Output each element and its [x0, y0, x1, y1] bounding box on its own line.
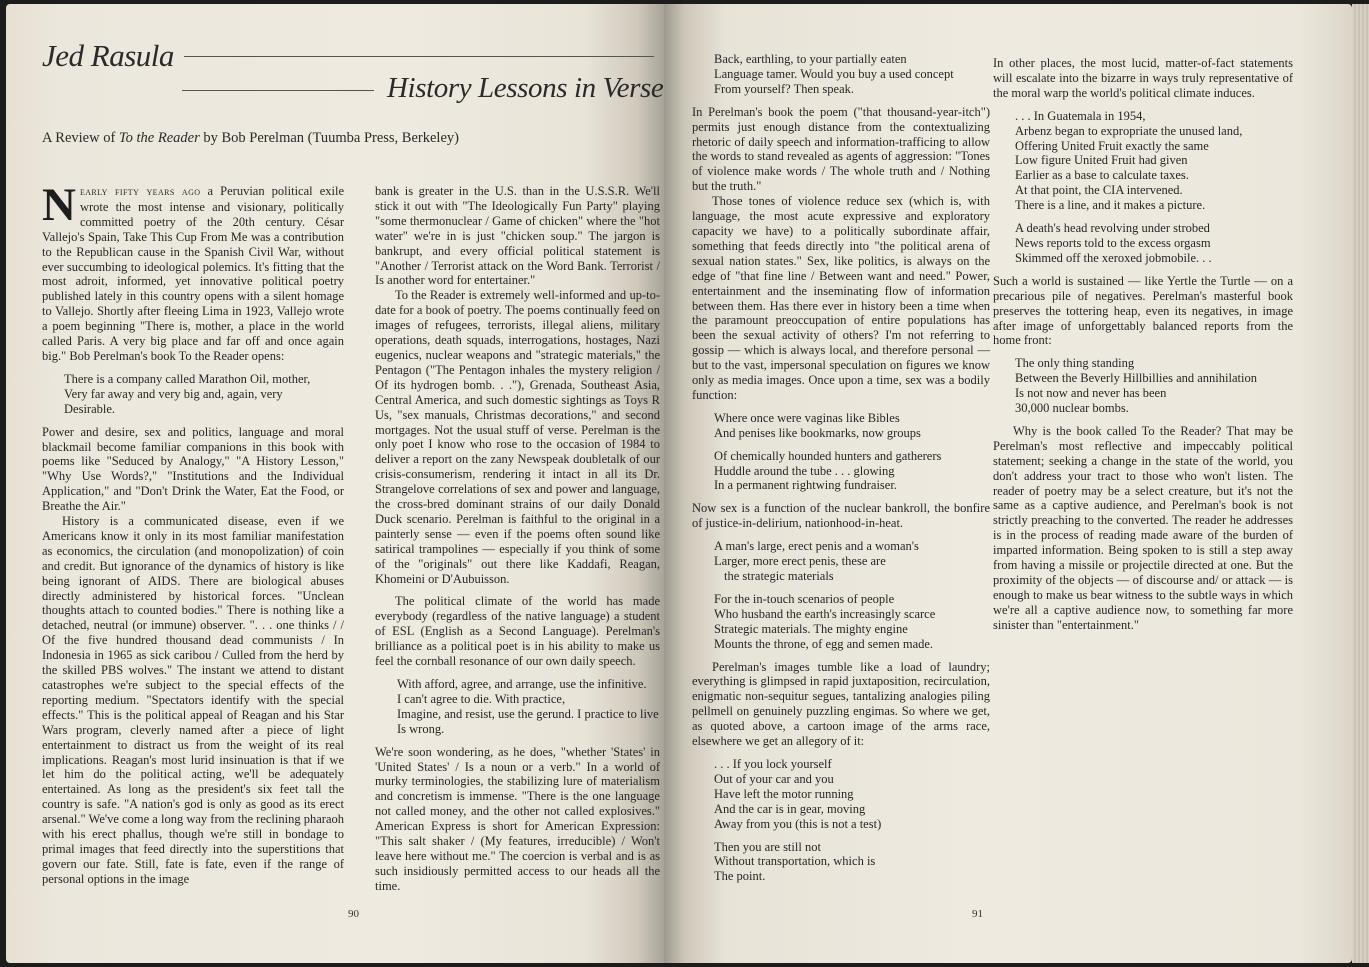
paragraph: Such a world is sustained — like Yertle the Turtle — on a precarious pile of negatives. Perelman's masterful book preserves the tottering heap, even its negatives, in image after image of unforgettably balanced reports from the home front: [993, 273, 1293, 348]
poem-line: Strategic materials. The mighty engine [714, 621, 908, 636]
article-subtitle [42, 130, 642, 147]
poem-line: Is not now and never has been [1015, 386, 1167, 401]
poem-quote [714, 592, 990, 652]
poem-line: Is wrong. [397, 721, 445, 736]
poem-line: The only thing standing [1015, 356, 1135, 371]
poem-line: Then you are still not [714, 839, 821, 854]
poem-quote [714, 52, 990, 97]
poem-line: For the in-touch scenarios of people [714, 591, 895, 606]
poem-quote [1015, 109, 1293, 213]
right-page [664, 4, 1352, 963]
poem-line: The point. [714, 869, 766, 884]
poem-line: Out of your car and you [714, 771, 834, 786]
poem-line: From yourself? Then speak. [714, 81, 855, 96]
poem-quote [64, 372, 344, 417]
poem-line: Skimmed off the xeroxed jobmobile. . . [1015, 250, 1212, 265]
drop-cap: N [42, 179, 76, 231]
paragraph: In Perelman's book the poem ("that thousand-year-itch") permits just enough distance from the contextualizing rhetoric of daily speech and information-trafficing to allow the words to stand revealed as agents of aggression: "Tones of violence make words / The whole truth and / Nothing but the truth." [692, 104, 990, 194]
paragraph-text: a Peruvian political exile wrote the most intense and visionary, politically committed poetry of the 20th century. César Vallejo's Spain, Take This Cup From Me was a contribution to the Republican cause in the Spanish Civil War, without ever succumbing to ideological polemics. It's fitting that the most adroit, informed, yet innovative political poetry published lately in this country opens with a silent homage to Vallejo. Shortly after fleeing Lima in 1923, Vallejo wrote a poem beginning "There is, mother, a place in the world called Paris. A very big place and far off and once again big." Bob Perelman's book To the Reader opens: [42, 184, 344, 363]
right-column-2 [993, 56, 1293, 633]
poem-quote [714, 539, 990, 584]
poem-line: Have left the motor running [714, 786, 854, 801]
paragraph: History is a communicated disease, even if we Americans know it only in its most familiar manifestation as economics, the circulation (and monopolization) of coin and credit. But ignorance of the dynamics of history is like being ignorant of AIDS. There are biological abuses directly administered by historical forces. "Unclean thoughts attach to counted bodies." There is nothing like a detached, neutral (or immune) observer. ". . . one thinks / / Of the five hundred thousand dead communists / In Indonesia in 1965 as sick caribou / Culled from the herd by the skilled PBS wolves." The instant we attend to distant catastrophes we're subject to the special effects of the reporting medium. "Spectators identify with the special effects." This is the political appeal of Reagan and his Star Wars program, cleverly named after a piece of light entertainment to distract us from the weight of its real implications. Reagan's most lurid insinuation is that if we let him do the political acting, we'll be adequately entertained. As long as the president's six feet tall the country is safe. "A nation's god is only as good as its erect arsenal." We've come a long way from the reclining pharaoh with his erect phallus, though we're still in bondage to primal images that feed directly into the superstitions that govern our fate. Still, fate is fate, even if the range of personal options in the image [42, 514, 344, 886]
left-column-1 [42, 179, 344, 887]
poem-line: Arbenz began to expropriate the unused land, [1015, 123, 1243, 138]
left-column-2 [375, 184, 660, 894]
poem-quote [397, 677, 660, 737]
poem-line: And penises like bookmarks, now groups [714, 425, 921, 440]
poem-line: And the car is in gear, moving [714, 801, 866, 816]
paragraph: Power and desire, sex and politics, language and moral blackmail become familiar companions in this book with poems like "Seduced by Analogy," "A History Lesson," "Why Use Words?," "Institutions and the Individual Application," and "Don't Drink the Water, Eat the Food, or Breathe the Air." [42, 424, 344, 514]
paragraph: Now sex is a function of the nuclear bankroll, the bonfire of justice-in-delirium, nationhood-in-heat. [692, 501, 990, 531]
poem-line: A death's head revolving under strobed [1015, 221, 1210, 236]
poem-line: 30,000 nuclear bombs. [1015, 401, 1129, 416]
subtitle-suffix: by Bob Perelman (Tuumba Press, Berkeley) [199, 130, 459, 146]
poem-line: Away from you (this is not a test) [714, 816, 882, 831]
lead-in-smallcaps: early fifty years ago [79, 186, 201, 198]
subtitle-prefix: A Review of [42, 130, 119, 146]
poem-line: the strategic materials [724, 569, 834, 583]
page-number-right: 91 [972, 908, 983, 920]
poem-line: Without transportation, which is [714, 854, 876, 869]
left-page [6, 4, 664, 963]
poem-line: Larger, more erect penis, these are [714, 554, 886, 569]
poem-line: A man's large, erect penis and a woman's [714, 539, 919, 554]
poem-line: Mounts the throne, of egg and semen made. [714, 636, 934, 651]
poem-quote [1015, 356, 1293, 416]
page-stack-edge [1352, 4, 1369, 963]
author-name: Jed Rasula [42, 38, 174, 73]
poem-line: At that point, the CIA intervened. [1015, 183, 1183, 198]
header-rule-top [184, 56, 654, 57]
poem-quote [1015, 221, 1293, 266]
paragraph: Why is the book called To the Reader? That may be Perelman's most reflective and impeccably political statement; seeking a change in the state of the world, you don't address your tract to those who won't listen. The reader of poetry may be a select creature, but it's not the same as a captive audience, and Perelman's book is not strictly preaching to the converted. The reader he addresses is in the process of reading made aware of the burden of imparted information. Being spoken to is still a step away from having a missile or projectile directed at one. But the proximity of the objects — of discourse and/ or attack — is enough to make us bear witness to the subtle ways in which we're all a captive audience now, to something far more sinister than "entertainment." [993, 423, 1293, 632]
poem-line: Where once were vaginas like Bibles [714, 410, 900, 425]
paragraph: The political climate of the world has made everybody (regardless of the native language) a student of ESL (English as a Second Language). Perelman's brilliance as a political poet is in his ability to make us feel the cornball resonance of our own daily speech. [375, 594, 660, 669]
paragraph: Perelman's images tumble like a load of laundry; everything is glimpsed in rapid juxtaposition, recirculation, enigmatic non-sequitur segues, tantalizing analogies piling pellmell on genuinely puzzling engimas. So where we get, as quoted above, a cartoon image of the arms race, elsewhere we get an allegory of it: [692, 659, 990, 749]
poem-line: . . . If you lock yourself [714, 756, 832, 771]
poem-line: Of chemically hounded hunters and gatherers [714, 448, 942, 463]
header-rule-mid [182, 90, 374, 91]
poem-line: Desirable. [64, 401, 116, 416]
poem-line: Earlier as a base to calculate taxes. [1015, 168, 1189, 183]
poem-line: News reports told to the excess orgasm [1015, 235, 1211, 250]
article-title: History Lessons in Verse [387, 72, 664, 104]
poem-line: Offering United Fruit exactly the same [1015, 138, 1209, 153]
page-number-left: 90 [348, 908, 359, 920]
poem-line: . . . In Guatemala in 1954, [1015, 108, 1146, 123]
paragraph: In other places, the most lucid, matter-of-fact statements will escalate into the bizarre in ways truly representative of the moral warp the world's political climate induces. [993, 56, 1293, 100]
poem-line: I can't agree to die. With practice, [397, 691, 566, 706]
book-title: To the Reader [118, 130, 200, 146]
poem-line: Language tamer. Would you buy a used concept [714, 66, 954, 81]
poem-line: Imagine, and resist, use the gerund. I practice to live [397, 706, 659, 721]
poem-line: Back, earthling, to your partially eaten [714, 52, 907, 66]
poem-quote [714, 840, 990, 885]
poem-quote [714, 411, 990, 441]
poem-line: With afford, agree, and arrange, use the infinitive. [397, 677, 647, 691]
paragraph: Those tones of violence reduce sex (which is, with language, the most acute expressive and exploratory capacity we have) to a politically subordinate affair, something that feeds directly into "the political arena of sexual nation states." Sex, like politics, is always on the edge of "that fine line / Between want and need." Power, entertainment and the inseminating flow of information between them. Has there ever in history been a time when the paramount preoccupation of entire populations has been the sexual activity of others? I'm not referring to gossip — which is always local, and therefore personal — but to the vast, impersonal speculation on figures we know only as media images. Once upon a time, sex was a bodily function: [692, 194, 990, 402]
paragraph: To the Reader is extremely well-informed and up-to-date for a book of poetry. The poems continually feed on images of refugees, terrorists, illegal aliens, military operations, death squads, interrogations, hostages, Nazi eugenics, nuclear weapons and "strategic materials," the Pentagon ("The Pentagon inhales the mystery religion / Of its hydrogen bomb. . ."), Grenada, Southeast Asia, Central America, and such domestic sightings as Toys R Us, "sex manuals, Christmas decorations," and second mortgages. Not the usual stuff of verse. Perelman is the only poet I know who rose to the occasion of 1984 to deliver a report on the zany Newspeak doubletalk of our crisis-consumerism, rendering it intact in all its Dr. Strangelove correlations of sex and power and language, the cross-bred dominant strains of our daily Donald Duck scenario. Perelman is faithful to the original in a painterly sense — even if the poems often sound like satirical trampolines — especially if you think of some of the "originals" out there like Kaddafi, Reagan, Khomeini or D'Aubuisson. [375, 288, 660, 586]
poem-line: Low figure United Fruit had given [1015, 153, 1188, 168]
paragraph: We're soon wondering, as he does, "whether 'States' in 'United States' / Is a noun or a verb." In a world of murky terminologies, the stabilizing lure of materialism and concretism is immense. "There is the one language not called money, and the other not called explosives." American Express is short for American Expression: "This salt shaker / (My features, irreducible) / Won't leave here without me." The coercion is verbal and is as such insidiously permitted access to our heads all the time. [375, 744, 660, 893]
poem-line: Who husband the earth's increasingly scarce [714, 606, 936, 621]
right-column-1 [692, 52, 990, 892]
poem-line: There is a company called Marathon Oil, mother, [64, 371, 311, 386]
poem-line: In a permanent rightwing fundraiser. [714, 478, 897, 493]
poem-quote [714, 757, 990, 832]
paragraph: bank is greater in the U.S. than in the U.S.S.R. We'll stick it out with "The Ideologically Fun Party" playing "some thermonuclear / Game of chicken" where the "hot water" we're in is just "chicken soup." The jargon is bankrupt, and every official political statement is "Another / Terrorist attack on the Word Bank. Terrorist / Is another word for entertainer." [375, 184, 660, 288]
opening-paragraph [42, 179, 344, 364]
poem-line: Huddle around the tube . . . glowing [714, 463, 895, 478]
poem-line: Between the Beverly Hillbillies and annihilation [1015, 371, 1257, 386]
poem-line: There is a line, and it makes a picture. [1015, 198, 1206, 213]
poem-line: Very far away and very big and, again, very [64, 386, 283, 401]
poem-quote [714, 449, 990, 494]
